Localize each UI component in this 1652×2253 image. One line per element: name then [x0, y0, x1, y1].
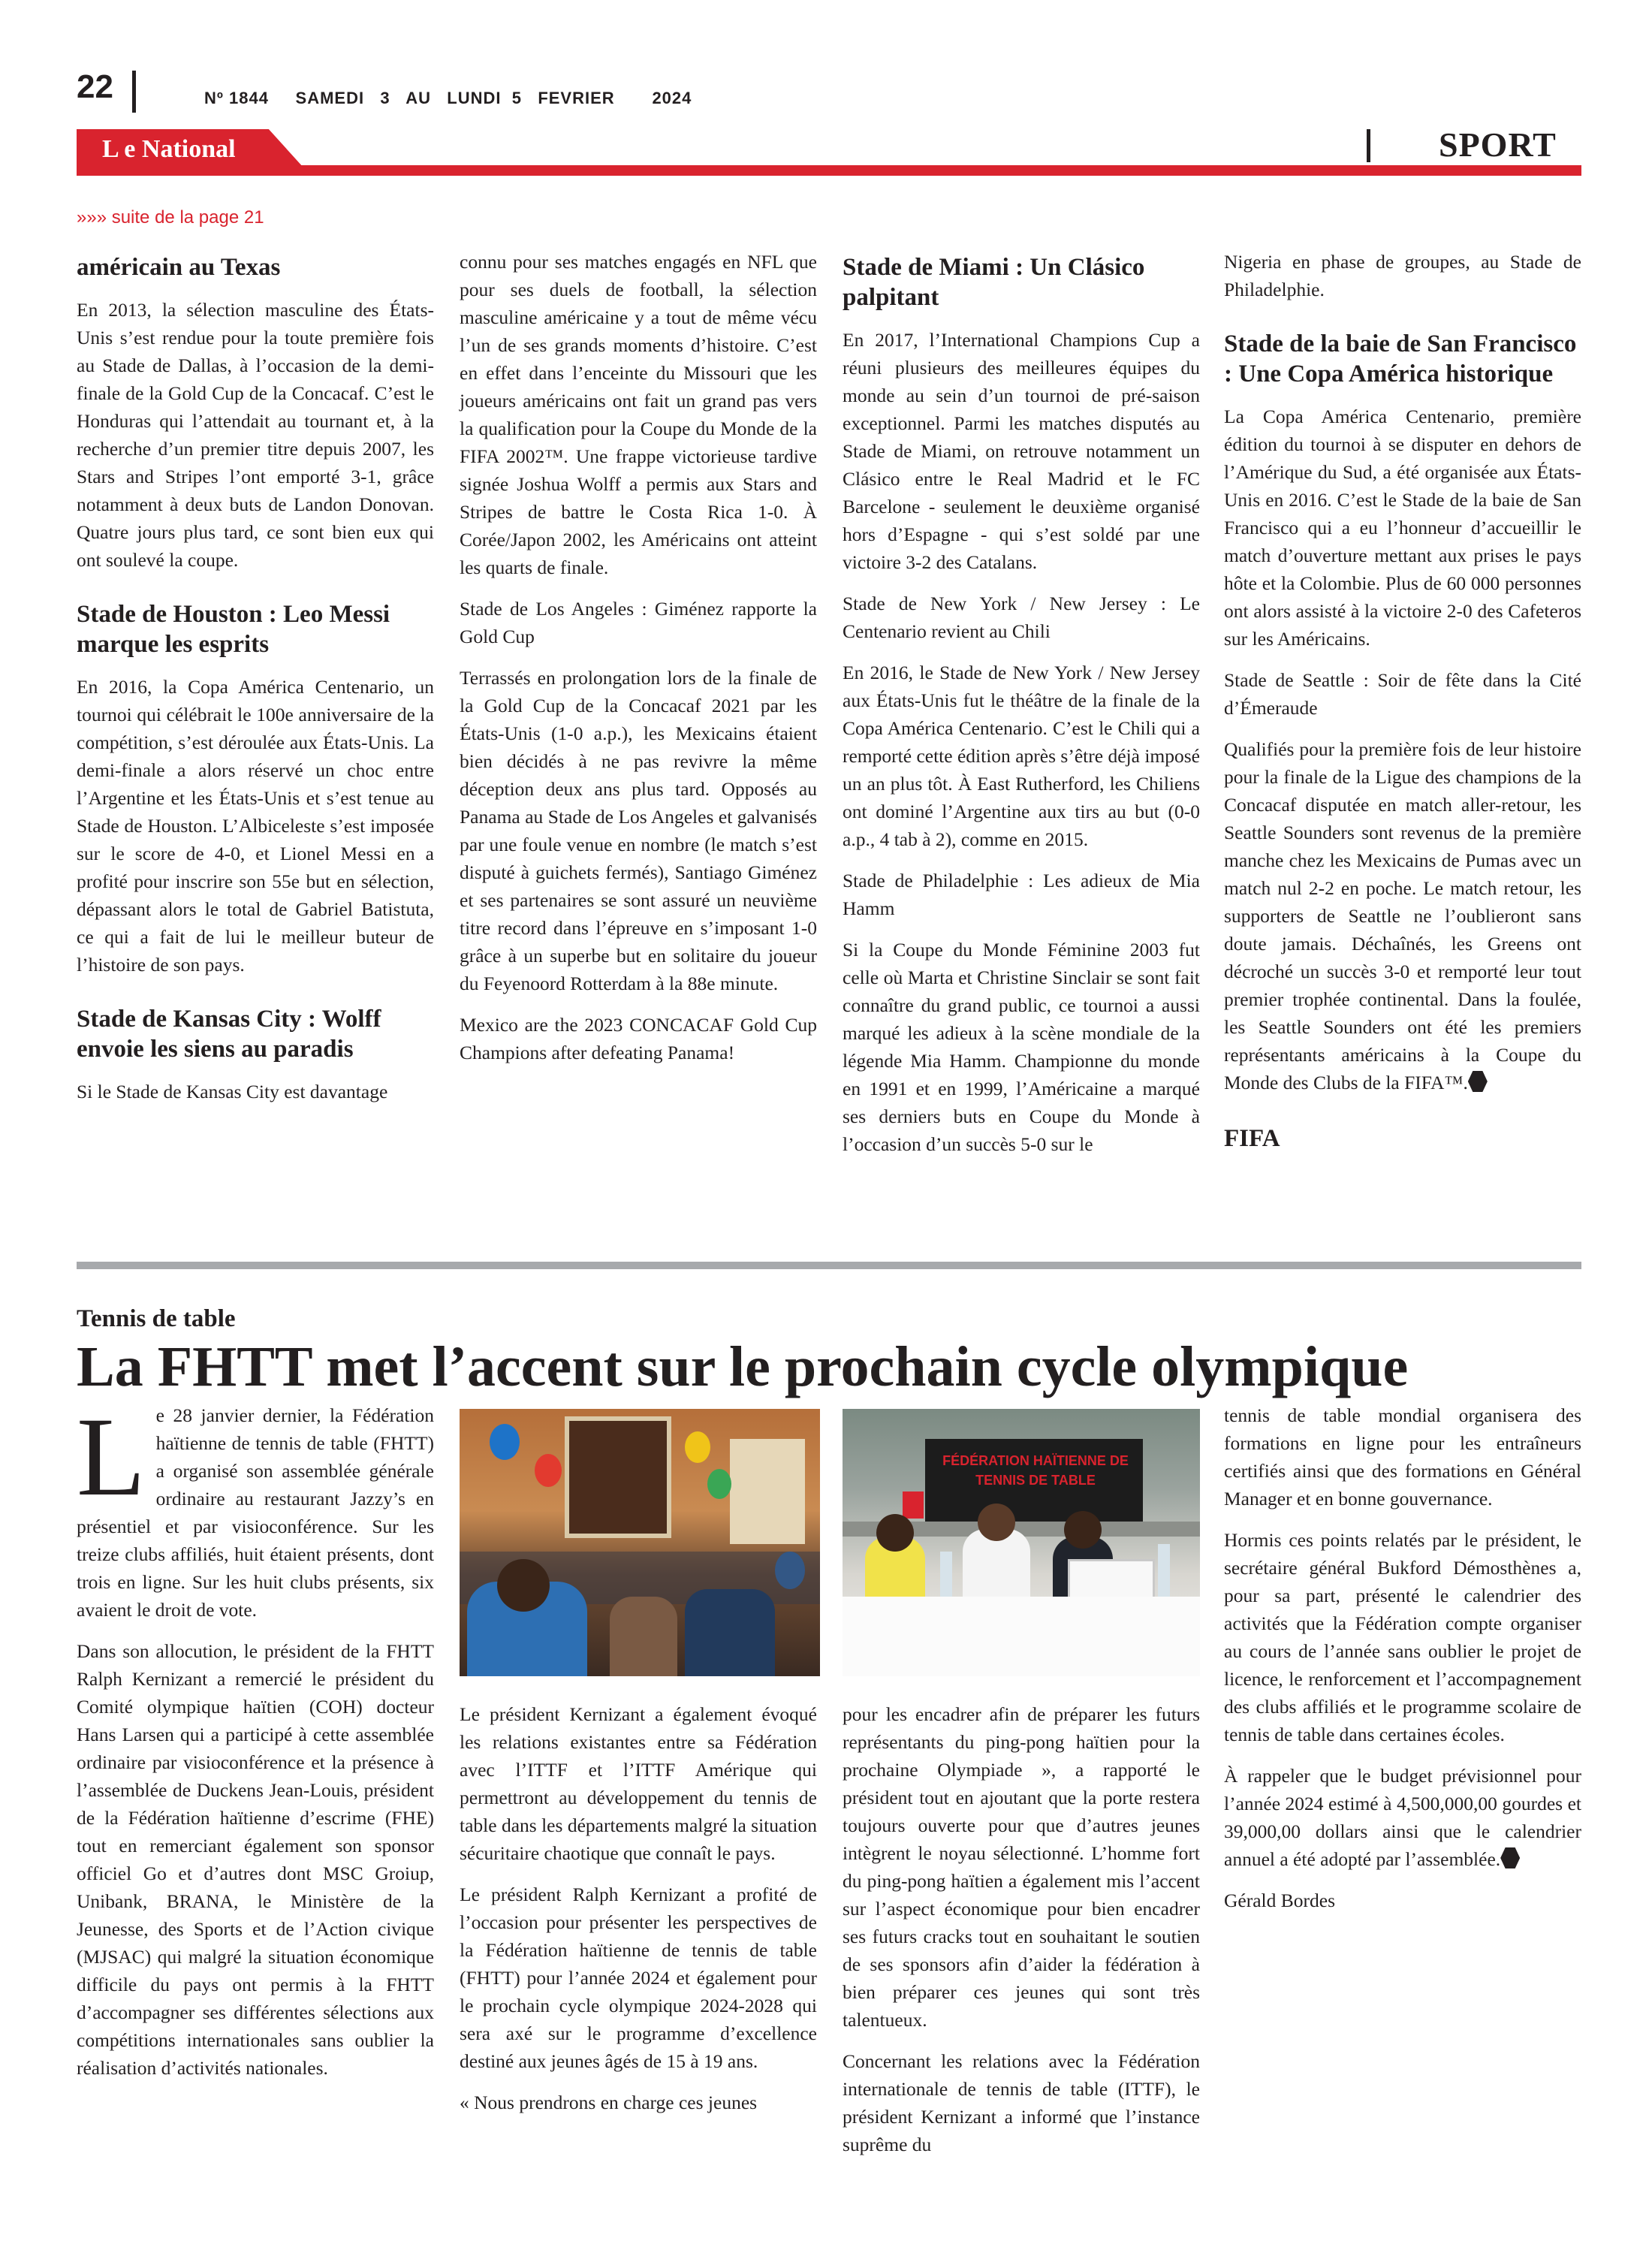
end-mark-icon: [1468, 1071, 1488, 1092]
lead-text: e 28 janvier dernier, la Fédération haïtienne de tennis de table (FHTT) a organisé son assemblée générale ordinaire au restaurant Jazzy’s en présentiel et par visioconférence. Sur les treize clubs affiliés, huit étaient présents, dont trois en ligne. Sur les huit clubs présents, six avaient le droit de vote.: [77, 1404, 434, 1621]
subtitle-philadelphia: Stade de Philadelphie : Les adieux de Mia Hamm: [843, 870, 1200, 919]
bottom-article-column-2: [460, 1700, 817, 2130]
paragraph: pour les encadrer afin de préparer les futurs représentants du ping-pong haïtien pour la prochaine Olympiade », a rapporté le président tout en ajoutant que la porte restera toujours ouverte pour que d’autres jeunes intègrent le noyau sélectionné. L’homme fort du ping-pong haïtien a également mis l’accent sur l’aspect économique pour bien encadrer ses futurs cracks tout en souhaitant le soutien de ses sponsors afin d’aider la fédération à bien préparer ces jeunes qui sont très talentueux.: [843, 1703, 1200, 2031]
paragraph: En 2016, le Stade de New York / New Jersey aux États-Unis fut le théâtre de la finale de la Copa América Centenario. C’est le Chili qui a remporté cette édition après s’être déjà imposé un an plus tôt. À East Rutherford, les Chiliens ont dominé l’Argentine aux tirs au but (0-0 a.p., 4 tab à 2), comme en 2015.: [843, 662, 1200, 850]
author-byline: Gérald Bordes: [1224, 1890, 1335, 1911]
top-article-column-1: [77, 252, 434, 1119]
section-title: SPORT: [1439, 125, 1557, 164]
paragraph-text: À rappeler que le budget prévisionnel pour l’année 2024 estimé à 4,500,000,00 gourdes et 39,000,00 dollars ainsi que le calendrier annuel a été adopté par l’assemblée.: [1224, 1765, 1581, 1870]
lead-paragraph: [77, 1395, 434, 1624]
paragraph: En 2013, la sélection masculine des États-Unis s’est rendue pour la toute première fois au Stade de Dallas, à l’occasion de la demi-finale de la Gold Cup de la Concacaf. C’est le Honduras qui l’attendait au tournant et, à la recherche d’un premier titre depuis 2007, les Stars and Stripes l’ont emporté 3-1, grâce notamment à deux buts de Landon Donovan. Quatre jours plus tard, ce sont bien eux qui ont soulevé la coupe.: [77, 299, 434, 571]
subheading-texas: américain au Texas: [77, 254, 281, 281]
top-article-column-2: [460, 248, 817, 1080]
subheading-houston: Stade de Houston : Leo Messi marque les esprits: [77, 601, 390, 658]
paragraph: Si le Stade de Kansas City est davantage: [77, 1081, 388, 1102]
brand-name: L e National: [102, 135, 236, 163]
end-mark-icon: [1500, 1847, 1520, 1868]
article-separator: [77, 1262, 1581, 1269]
paragraph: Le président Kernizant a également évoqué les relations existantes entre sa Fédération avec l’ITTF et l’ITTF Amérique qui permettront au développement du tennis de table dans les départements malgré la situation sécuritaire chaotique que connaît le pays.: [460, 1703, 817, 1864]
paragraph: Hormis ces points relatés par le président, le secrétaire général Bukford Démosthènes a, pour sa part, présenté le calendrier des activités que la Fédération compte organiser au cours de l’année sans oublier le projet de licence, le renforcement et l’accompagnement des clubs affiliés et le programme scolaire de tennis de table dans certaines écoles.: [1224, 1529, 1581, 1745]
paragraph: Terrassés en prolongation lors de la finale de la Gold Cup de la Concacaf 2021 par les États-Unis (1-0 a.p.), les Mexicains étaient bien décidés à ne pas revivre la même déception deux ans plus tard. Opposés au Panama au Stade de Los Angeles et galvanisés par une foule venue en nombre (le match s’est disputé à guichets fermés), Santiago Giménez et ses partenaires se sont assuré un neuvième titre record dans l’épreuve en s’imposant 1-0 grâce à un superbe but en solitaire du joueur du Feyenoord Rotterdam à la 88e minute.: [460, 667, 817, 994]
paragraph: Nigeria en phase de groupes, au Stade de Philadelphie.: [1224, 251, 1581, 300]
paragraph: [1224, 1762, 1581, 1873]
subheading-san-francisco: Stade de la baie de San Francisco : Une Copa América historique: [1224, 330, 1577, 388]
bottom-article-column-4: [1224, 1401, 1581, 1928]
paragraph: Dans son allocution, le président de la FHTT Ralph Kernizant a remercié le président du Comité olympique haïtien (COH) docteur Hans Larsen qui a participé à cette assemblée ordinaire par visioconférence et la présence à l’assemblée de Duckens Jean-Louis, président de la Fédération haïtienne d’escrime (FHE) tout en remerciant également son sponsor officiel Go et d’autres dont MSC Groiup, Unibank, BRANA, le Ministère de la Jeunesse, des Sports et de l’Action civique (MJSAC) qui malgré la situation économique difficile du pays ont permis à la FHTT d’accompagner ses différentes sélections aux compétitions internationales sans oublier la réalisation d’activités nationales.: [77, 1640, 434, 2079]
header-divider: [132, 71, 136, 113]
subheading-miami: Stade de Miami : Un Clásico palpitant: [843, 254, 1145, 311]
paragraph: Mexico are the 2023 CONCACAF Gold Cup Champions after defeating Panama!: [460, 1014, 817, 1063]
paragraph: En 2016, la Copa América Centenario, un tournoi qui célébrait le 100e anniversaire de la compétition, s’est déroulée aux États-Unis. La demi-finale a alors réservé un choc entre l’Argentine et les États-Unis et s’est tenue au Stade de Houston. L’Albiceleste s’est imposée sur le score de 4-0, et Lionel Messi en a profité pour inscrire son 55e but en sélection, dépassant alors le total de Gabriel Batistuta, ce qui a fait de lui le meilleur buteur de l’histoire de son pays.: [77, 676, 434, 976]
paragraph: En 2017, l’International Champions Cup a réuni plusieurs des meilleures équipes du monde au sein d’un tournoi de pré-saison exceptionnel. Parmi les matches disputés au Stade de Miami, on retrouve notamment un Clásico entre le Real Madrid et le FC Barcelone - seulement le deuxième organisé hors d’Espagne - qui s’est soldé par une victoire 3-2 des Catalans.: [843, 329, 1200, 573]
article-source: FIFA: [1224, 1125, 1280, 1152]
top-article-column-3: [843, 252, 1200, 1172]
bottom-article-column-3: [843, 1700, 1200, 2172]
photo-federation-head-table: [843, 1409, 1200, 1676]
top-article-column-4: [1224, 248, 1581, 1153]
photo-assembly-audience: [460, 1409, 820, 1676]
page-number: 22: [77, 68, 113, 105]
article-kicker: Tennis de table: [77, 1305, 236, 1332]
continued-from-note: »»» suite de la page 21: [77, 207, 264, 228]
drop-cap: L: [77, 1395, 146, 1519]
paragraph: Si la Coupe du Monde Féminine 2003 fut celle où Marta et Christine Sinclair se sont fait connaître du grand public, ce tournoi a aussi marqué les adieux à la scène mondiale de la légende Mia Hamm. Championne du monde en 1991 et en 1999, l’Américaine a marqué ses derniers buts en Coupe du Monde à l’occasion d’un succès 5-0 sur le: [843, 939, 1200, 1155]
paragraph: La Copa América Centenario, première édition du tournoi à se disputer en dehors de l’Amérique du Sud, a été organisée aux États-Unis en 2016. C’est le Stade de la baie de San Francisco qui a eu l’honneur d’accueillir le match d’ouverture mettant aux prises le pays hôte et la Colombie. Plus de 60 000 personnes ont alors assisté à la victoire 2-0 des Cafeteros sur les Américains.: [1224, 406, 1581, 650]
paragraph: Le président Ralph Kernizant a profité de l’occasion pour présenter les perspectives de la Fédération haïtienne de tennis de table (FHTT) pour l’année 2024 et également pour le prochain cycle olympique 2024-2028 qui sera axé sur le programme d’excellence destiné aux jeunes âgés de 15 à 19 ans.: [460, 1884, 817, 2072]
subtitle-los-angeles: Stade de Los Angeles : Giménez rapporte la Gold Cup: [460, 598, 817, 647]
subheading-kansas-city: Stade de Kansas City : Wolff envoie les siens au paradis: [77, 1006, 381, 1063]
paragraph: [1224, 735, 1581, 1096]
section-divider: [1367, 129, 1370, 162]
paragraph-text: Qualifiés pour la première fois de leur histoire pour la finale de la Ligue des champions de la Concacaf disputée en match aller-retour, les Seattle Sounders sont revenus de la première manche chez les Mexicains de Pumas avec un match nul 2-2 en poche. Le match retour, les supporters de Seattle ne l’oublieront sans doute jamais. Déchaînés, les Greens ont décroché un succès 3-0 et remporté leur tout premier trophée continental. Dans la foulée, les Seattle Sounders ont été les premiers représentants américains à la Coupe du Monde des Clubs de la FIFA™.: [1224, 738, 1581, 1093]
subtitle-seattle: Stade de Seattle : Soir de fête dans la Cité d’Émeraude: [1224, 669, 1581, 719]
subtitle-new-york: Stade de New York / New Jersey : Le Centenario revient au Chili: [843, 593, 1200, 642]
paragraph: Concernant les relations avec la Fédération internationale de tennis de table (ITTF), le président Kernizant a informé que l’instance suprême du: [843, 2050, 1200, 2155]
paragraph: tennis de table mondial organisera des formations en ligne pour les entraîneurs certifiés ainsi que des formations en Général Manager et en bonne gouvernance.: [1224, 1404, 1581, 1510]
paragraph: « Nous prendrons en charge ces jeunes: [460, 2092, 758, 2113]
bottom-article-column-1: [77, 1395, 434, 2095]
banner-text: FÉDÉRATION HAÏTIENNE DE TENNIS DE TABLE: [942, 1453, 1129, 1488]
paragraph: connu pour ses matches engagés en NFL que pour ses duels de football, la sélection masculine américaine y a tout de même vécu l’un de ses grands moments d’histoire. C’est en effet dans l’enceinte du Missouri que les joueurs américains ont fait un grand pas vers la qualification pour la Coupe du Monde de la FIFA 2002™. Une frappe victorieuse tardive signée Joshua Wolff a permis aux Stars and Stripes de battre le Costa Rica 1-0. À Corée/Japon 2002, les Américains ont atteint les quarts de finale.: [460, 251, 817, 578]
article-headline: La FHTT met l’accent sur le prochain cycle olympique: [77, 1335, 1409, 1398]
issue-date-line: Nº 1844 SAMEDI 3 AU LUNDI 5 FEVRIER 2024: [204, 89, 692, 107]
